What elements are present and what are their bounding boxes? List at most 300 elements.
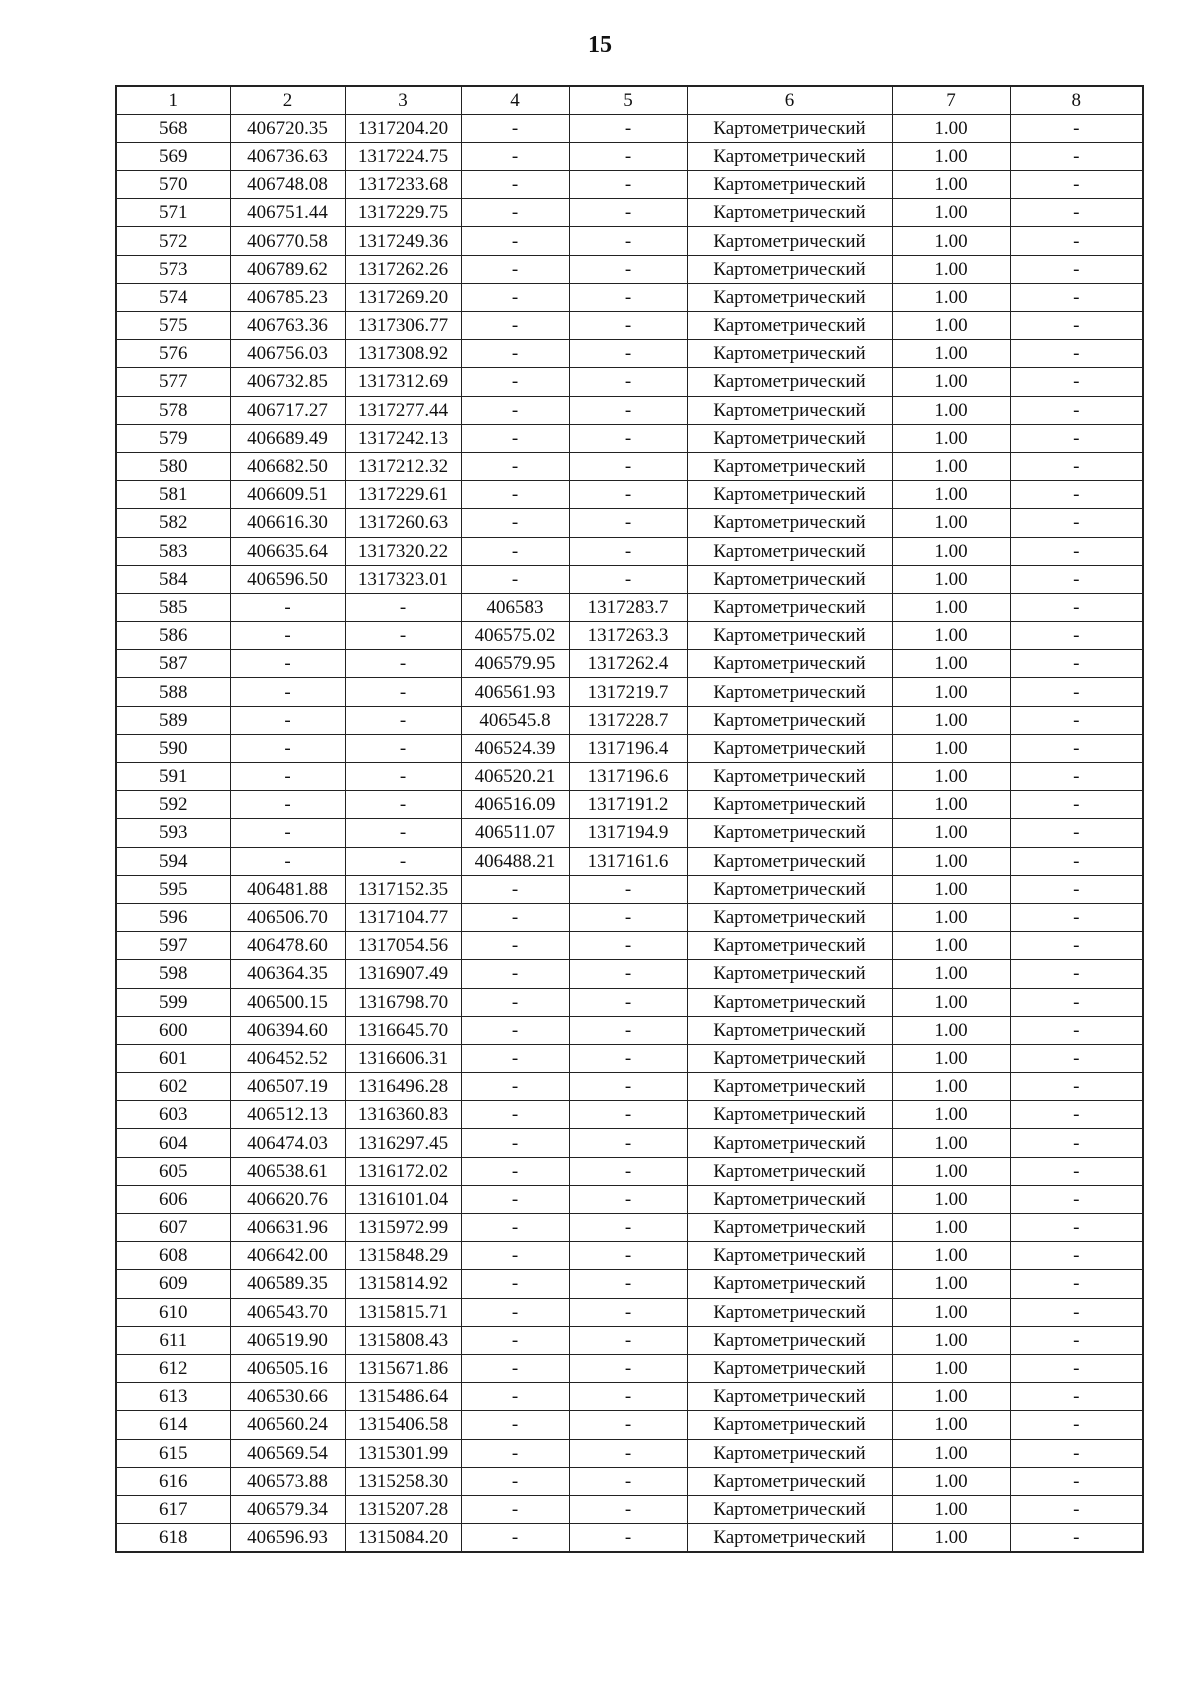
cell-method: Картометрический (687, 1073, 892, 1101)
cell-note: - (1010, 819, 1143, 847)
cell-x-coordinate: 406364.35 (230, 960, 345, 988)
cell-y-coordinate: 1316798.70 (345, 988, 461, 1016)
cell-y-coordinate-alt: - (569, 875, 687, 903)
table-row (116, 622, 1143, 650)
cell-point-number: 616 (116, 1467, 230, 1495)
table-row (116, 1129, 1143, 1157)
cell-accuracy: 1.00 (892, 1129, 1010, 1157)
cell-point-number: 602 (116, 1073, 230, 1101)
table-row (116, 227, 1143, 255)
cell-x-coordinate: 406756.03 (230, 340, 345, 368)
cell-note: - (1010, 171, 1143, 199)
cell-y-coordinate-alt: 1317194.9 (569, 819, 687, 847)
cell-point-number: 612 (116, 1354, 230, 1382)
header-row (116, 86, 1143, 114)
cell-accuracy: 1.00 (892, 424, 1010, 452)
table-row (116, 847, 1143, 875)
cell-accuracy: 1.00 (892, 199, 1010, 227)
column-header-3: 3 (345, 86, 461, 114)
cell-note: - (1010, 537, 1143, 565)
cell-x-coordinate: 406717.27 (230, 396, 345, 424)
cell-accuracy: 1.00 (892, 1326, 1010, 1354)
cell-x-coordinate-alt: - (461, 283, 569, 311)
cell-point-number: 604 (116, 1129, 230, 1157)
cell-y-coordinate: 1317229.61 (345, 481, 461, 509)
table-row (116, 114, 1143, 142)
cell-y-coordinate: 1315258.30 (345, 1467, 461, 1495)
cell-y-coordinate: 1315815.71 (345, 1298, 461, 1326)
cell-x-coordinate: 406394.60 (230, 1016, 345, 1044)
cell-x-coordinate: 406732.85 (230, 368, 345, 396)
cell-point-number: 587 (116, 650, 230, 678)
cell-accuracy: 1.00 (892, 1411, 1010, 1439)
table-row (116, 1242, 1143, 1270)
cell-method: Картометрический (687, 424, 892, 452)
cell-y-coordinate-alt: 1317263.3 (569, 622, 687, 650)
cell-note: - (1010, 452, 1143, 480)
cell-note: - (1010, 1185, 1143, 1213)
cell-note: - (1010, 1129, 1143, 1157)
cell-point-number: 574 (116, 283, 230, 311)
cell-x-coordinate-alt: - (461, 1157, 569, 1185)
cell-method: Картометрический (687, 1242, 892, 1270)
cell-y-coordinate: 1317204.20 (345, 114, 461, 142)
cell-y-coordinate-alt: - (569, 114, 687, 142)
cell-x-coordinate: 406785.23 (230, 283, 345, 311)
cell-method: Картометрический (687, 1270, 892, 1298)
cell-x-coordinate: 406481.88 (230, 875, 345, 903)
cell-accuracy: 1.00 (892, 1439, 1010, 1467)
cell-x-coordinate-alt: 406511.07 (461, 819, 569, 847)
cell-note: - (1010, 1326, 1143, 1354)
cell-x-coordinate-alt: - (461, 988, 569, 1016)
cell-point-number: 579 (116, 424, 230, 452)
cell-y-coordinate-alt: - (569, 283, 687, 311)
cell-y-coordinate-alt: - (569, 1354, 687, 1382)
cell-method: Картометрический (687, 622, 892, 650)
cell-point-number: 573 (116, 255, 230, 283)
cell-y-coordinate-alt: 1317196.6 (569, 763, 687, 791)
cell-accuracy: 1.00 (892, 1495, 1010, 1523)
cell-x-coordinate: - (230, 622, 345, 650)
cell-accuracy: 1.00 (892, 847, 1010, 875)
cell-note: - (1010, 1439, 1143, 1467)
cell-x-coordinate-alt: - (461, 199, 569, 227)
cell-point-number: 614 (116, 1411, 230, 1439)
cell-accuracy: 1.00 (892, 988, 1010, 1016)
cell-x-coordinate: - (230, 650, 345, 678)
cell-x-coordinate-alt: - (461, 1185, 569, 1213)
cell-x-coordinate-alt: - (461, 312, 569, 340)
cell-method: Картометрический (687, 734, 892, 762)
cell-method: Картометрический (687, 396, 892, 424)
table-row (116, 565, 1143, 593)
cell-y-coordinate-alt: - (569, 1044, 687, 1072)
cell-x-coordinate-alt: - (461, 1214, 569, 1242)
cell-y-coordinate-alt: - (569, 903, 687, 931)
cell-x-coordinate: 406506.70 (230, 903, 345, 931)
cell-accuracy: 1.00 (892, 1214, 1010, 1242)
cell-y-coordinate-alt: - (569, 424, 687, 452)
table-row (116, 509, 1143, 537)
table-row (116, 1495, 1143, 1523)
cell-note: - (1010, 1383, 1143, 1411)
cell-y-coordinate-alt: - (569, 199, 687, 227)
cell-note: - (1010, 875, 1143, 903)
cell-x-coordinate-alt: 406583 (461, 593, 569, 621)
cell-x-coordinate: 406519.90 (230, 1326, 345, 1354)
cell-method: Картометрический (687, 763, 892, 791)
cell-x-coordinate-alt: - (461, 1524, 569, 1552)
cell-method: Картометрический (687, 1326, 892, 1354)
cell-accuracy: 1.00 (892, 114, 1010, 142)
cell-y-coordinate: - (345, 650, 461, 678)
table-row (116, 1214, 1143, 1242)
cell-point-number: 595 (116, 875, 230, 903)
cell-x-coordinate-alt: - (461, 424, 569, 452)
cell-point-number: 576 (116, 340, 230, 368)
cell-y-coordinate: - (345, 593, 461, 621)
cell-x-coordinate-alt: 406516.09 (461, 791, 569, 819)
cell-x-coordinate-alt: - (461, 932, 569, 960)
cell-x-coordinate: 406763.36 (230, 312, 345, 340)
table-row (116, 988, 1143, 1016)
cell-note: - (1010, 1101, 1143, 1129)
cell-method: Картометрический (687, 312, 892, 340)
cell-method: Картометрический (687, 1524, 892, 1552)
table-row (116, 932, 1143, 960)
cell-y-coordinate-alt: - (569, 340, 687, 368)
cell-accuracy: 1.00 (892, 678, 1010, 706)
cell-y-coordinate: 1317262.26 (345, 255, 461, 283)
cell-accuracy: 1.00 (892, 1016, 1010, 1044)
cell-accuracy: 1.00 (892, 481, 1010, 509)
cell-method: Картометрический (687, 255, 892, 283)
cell-x-coordinate: 406505.16 (230, 1354, 345, 1382)
cell-note: - (1010, 650, 1143, 678)
cell-method: Картометрический (687, 650, 892, 678)
cell-point-number: 610 (116, 1298, 230, 1326)
cell-method: Картометрический (687, 1214, 892, 1242)
cell-y-coordinate-alt: - (569, 452, 687, 480)
cell-note: - (1010, 622, 1143, 650)
cell-point-number: 608 (116, 1242, 230, 1270)
cell-x-coordinate: 406682.50 (230, 452, 345, 480)
cell-note: - (1010, 903, 1143, 931)
cell-y-coordinate-alt: - (569, 396, 687, 424)
table-body (116, 114, 1143, 1552)
cell-x-coordinate-alt: 406561.93 (461, 678, 569, 706)
cell-point-number: 568 (116, 114, 230, 142)
cell-y-coordinate: 1316101.04 (345, 1185, 461, 1213)
table-row (116, 1298, 1143, 1326)
cell-x-coordinate-alt: - (461, 452, 569, 480)
table-row (116, 1326, 1143, 1354)
cell-note: - (1010, 424, 1143, 452)
cell-y-coordinate-alt: - (569, 1242, 687, 1270)
cell-accuracy: 1.00 (892, 565, 1010, 593)
cell-point-number: 611 (116, 1326, 230, 1354)
cell-y-coordinate-alt: - (569, 481, 687, 509)
table-row (116, 255, 1143, 283)
cell-y-coordinate: 1317212.32 (345, 452, 461, 480)
cell-method: Картометрический (687, 593, 892, 621)
cell-point-number: 585 (116, 593, 230, 621)
cell-accuracy: 1.00 (892, 1383, 1010, 1411)
table-row (116, 1524, 1143, 1552)
cell-point-number: 592 (116, 791, 230, 819)
cell-x-coordinate: 406751.44 (230, 199, 345, 227)
cell-x-coordinate-alt: - (461, 1101, 569, 1129)
table-row (116, 650, 1143, 678)
cell-y-coordinate-alt: - (569, 565, 687, 593)
cell-accuracy: 1.00 (892, 368, 1010, 396)
cell-y-coordinate: 1317152.35 (345, 875, 461, 903)
cell-accuracy: 1.00 (892, 1185, 1010, 1213)
cell-x-coordinate: 406589.35 (230, 1270, 345, 1298)
cell-note: - (1010, 847, 1143, 875)
cell-y-coordinate: - (345, 622, 461, 650)
cell-note: - (1010, 1411, 1143, 1439)
column-header-4: 4 (461, 86, 569, 114)
cell-method: Картометрический (687, 988, 892, 1016)
cell-x-coordinate: 406543.70 (230, 1298, 345, 1326)
table-row (116, 452, 1143, 480)
cell-x-coordinate-alt: - (461, 171, 569, 199)
cell-y-coordinate: 1315207.28 (345, 1495, 461, 1523)
cell-x-coordinate-alt: - (461, 1439, 569, 1467)
cell-method: Картометрический (687, 114, 892, 142)
cell-note: - (1010, 340, 1143, 368)
table-row (116, 142, 1143, 170)
cell-x-coordinate-alt: - (461, 1495, 569, 1523)
table-row (116, 1157, 1143, 1185)
cell-y-coordinate-alt: - (569, 1185, 687, 1213)
cell-x-coordinate-alt: - (461, 481, 569, 509)
cell-y-coordinate-alt: - (569, 1439, 687, 1467)
cell-accuracy: 1.00 (892, 1354, 1010, 1382)
table-row (116, 537, 1143, 565)
cell-y-coordinate-alt: - (569, 312, 687, 340)
cell-x-coordinate: 406635.64 (230, 537, 345, 565)
cell-x-coordinate-alt: - (461, 114, 569, 142)
cell-y-coordinate: 1316172.02 (345, 1157, 461, 1185)
table-row (116, 763, 1143, 791)
cell-accuracy: 1.00 (892, 1270, 1010, 1298)
column-header-1: 1 (116, 86, 230, 114)
cell-x-coordinate-alt: 406488.21 (461, 847, 569, 875)
cell-method: Картометрический (687, 875, 892, 903)
cell-accuracy: 1.00 (892, 227, 1010, 255)
cell-accuracy: 1.00 (892, 340, 1010, 368)
cell-y-coordinate: 1316907.49 (345, 960, 461, 988)
cell-point-number: 617 (116, 1495, 230, 1523)
cell-y-coordinate: 1317242.13 (345, 424, 461, 452)
cell-x-coordinate-alt: - (461, 1326, 569, 1354)
cell-y-coordinate-alt: - (569, 1298, 687, 1326)
column-header-6: 6 (687, 86, 892, 114)
table-row (116, 960, 1143, 988)
cell-x-coordinate-alt: - (461, 1270, 569, 1298)
table-row (116, 199, 1143, 227)
cell-x-coordinate: 406500.15 (230, 988, 345, 1016)
cell-y-coordinate: 1315084.20 (345, 1524, 461, 1552)
cell-y-coordinate: 1316360.83 (345, 1101, 461, 1129)
cell-x-coordinate-alt: - (461, 1383, 569, 1411)
cell-y-coordinate: 1315671.86 (345, 1354, 461, 1382)
cell-x-coordinate-alt: - (461, 368, 569, 396)
cell-note: - (1010, 509, 1143, 537)
cell-accuracy: 1.00 (892, 706, 1010, 734)
cell-y-coordinate: 1317320.22 (345, 537, 461, 565)
cell-x-coordinate: - (230, 847, 345, 875)
cell-accuracy: 1.00 (892, 509, 1010, 537)
cell-x-coordinate-alt: - (461, 1129, 569, 1157)
cell-point-number: 600 (116, 1016, 230, 1044)
table-row (116, 1439, 1143, 1467)
cell-accuracy: 1.00 (892, 452, 1010, 480)
cell-x-coordinate-alt: - (461, 565, 569, 593)
cell-note: - (1010, 481, 1143, 509)
cell-point-number: 596 (116, 903, 230, 931)
cell-y-coordinate: 1317308.92 (345, 340, 461, 368)
cell-y-coordinate-alt: - (569, 1411, 687, 1439)
cell-accuracy: 1.00 (892, 650, 1010, 678)
cell-x-coordinate: 406573.88 (230, 1467, 345, 1495)
table-row (116, 481, 1143, 509)
cell-method: Картометрический (687, 1129, 892, 1157)
cell-method: Картометрический (687, 452, 892, 480)
cell-note: - (1010, 565, 1143, 593)
cell-method: Картометрический (687, 481, 892, 509)
cell-x-coordinate-alt: 406545.8 (461, 706, 569, 734)
cell-note: - (1010, 988, 1143, 1016)
cell-note: - (1010, 1354, 1143, 1382)
cell-x-coordinate: - (230, 593, 345, 621)
cell-note: - (1010, 312, 1143, 340)
cell-note: - (1010, 1298, 1143, 1326)
cell-point-number: 584 (116, 565, 230, 593)
cell-x-coordinate-alt: - (461, 142, 569, 170)
cell-y-coordinate: - (345, 791, 461, 819)
cell-y-coordinate-alt: - (569, 1101, 687, 1129)
cell-y-coordinate-alt: 1317228.7 (569, 706, 687, 734)
table-row (116, 340, 1143, 368)
cell-y-coordinate: 1317229.75 (345, 199, 461, 227)
table-row (116, 1467, 1143, 1495)
cell-y-coordinate-alt: - (569, 1129, 687, 1157)
cell-y-coordinate: 1316496.28 (345, 1073, 461, 1101)
cell-x-coordinate: 406616.30 (230, 509, 345, 537)
cell-note: - (1010, 791, 1143, 819)
cell-method: Картометрический (687, 678, 892, 706)
cell-accuracy: 1.00 (892, 960, 1010, 988)
cell-x-coordinate: - (230, 791, 345, 819)
cell-y-coordinate-alt: - (569, 171, 687, 199)
cell-note: - (1010, 227, 1143, 255)
cell-accuracy: 1.00 (892, 1298, 1010, 1326)
cell-x-coordinate-alt: - (461, 875, 569, 903)
cell-y-coordinate: 1317104.77 (345, 903, 461, 931)
cell-method: Картометрический (687, 706, 892, 734)
cell-y-coordinate: 1317269.20 (345, 283, 461, 311)
cell-point-number: 581 (116, 481, 230, 509)
cell-accuracy: 1.00 (892, 734, 1010, 762)
table-row (116, 593, 1143, 621)
column-header-2: 2 (230, 86, 345, 114)
cell-point-number: 571 (116, 199, 230, 227)
cell-x-coordinate-alt: - (461, 1016, 569, 1044)
cell-method: Картометрический (687, 960, 892, 988)
cell-y-coordinate: 1316645.70 (345, 1016, 461, 1044)
cell-point-number: 586 (116, 622, 230, 650)
table-row (116, 1383, 1143, 1411)
table-row (116, 1044, 1143, 1072)
cell-point-number: 583 (116, 537, 230, 565)
cell-note: - (1010, 593, 1143, 621)
cell-note: - (1010, 368, 1143, 396)
cell-point-number: 577 (116, 368, 230, 396)
cell-y-coordinate: - (345, 678, 461, 706)
cell-point-number: 601 (116, 1044, 230, 1072)
cell-y-coordinate-alt: 1317262.4 (569, 650, 687, 678)
cell-x-coordinate-alt: - (461, 396, 569, 424)
cell-accuracy: 1.00 (892, 875, 1010, 903)
cell-y-coordinate-alt: 1317219.7 (569, 678, 687, 706)
cell-method: Картометрический (687, 340, 892, 368)
cell-y-coordinate: - (345, 763, 461, 791)
table-row (116, 1185, 1143, 1213)
cell-method: Картометрический (687, 283, 892, 311)
cell-note: - (1010, 1270, 1143, 1298)
table-row (116, 1016, 1143, 1044)
cell-point-number: 591 (116, 763, 230, 791)
cell-method: Картометрический (687, 509, 892, 537)
cell-x-coordinate: - (230, 706, 345, 734)
cell-x-coordinate: - (230, 678, 345, 706)
cell-x-coordinate: 406474.03 (230, 1129, 345, 1157)
cell-y-coordinate-alt: 1317161.6 (569, 847, 687, 875)
cell-point-number: 570 (116, 171, 230, 199)
cell-point-number: 605 (116, 1157, 230, 1185)
cell-y-coordinate-alt: - (569, 988, 687, 1016)
cell-note: - (1010, 1524, 1143, 1552)
cell-note: - (1010, 932, 1143, 960)
cell-accuracy: 1.00 (892, 932, 1010, 960)
cell-note: - (1010, 1044, 1143, 1072)
table-row (116, 1411, 1143, 1439)
cell-x-coordinate-alt: - (461, 1044, 569, 1072)
cell-y-coordinate-alt: - (569, 368, 687, 396)
cell-point-number: 580 (116, 452, 230, 480)
cell-x-coordinate-alt: - (461, 1411, 569, 1439)
table-row (116, 791, 1143, 819)
cell-x-coordinate: 406642.00 (230, 1242, 345, 1270)
cell-note: - (1010, 1016, 1143, 1044)
cell-x-coordinate: 406748.08 (230, 171, 345, 199)
cell-y-coordinate: - (345, 819, 461, 847)
cell-method: Картометрический (687, 1101, 892, 1129)
cell-y-coordinate-alt: - (569, 1383, 687, 1411)
table-row (116, 424, 1143, 452)
cell-method: Картометрический (687, 1467, 892, 1495)
cell-accuracy: 1.00 (892, 791, 1010, 819)
column-header-7: 7 (892, 86, 1010, 114)
table-row (116, 283, 1143, 311)
cell-y-coordinate-alt: - (569, 1214, 687, 1242)
cell-point-number: 569 (116, 142, 230, 170)
cell-note: - (1010, 960, 1143, 988)
